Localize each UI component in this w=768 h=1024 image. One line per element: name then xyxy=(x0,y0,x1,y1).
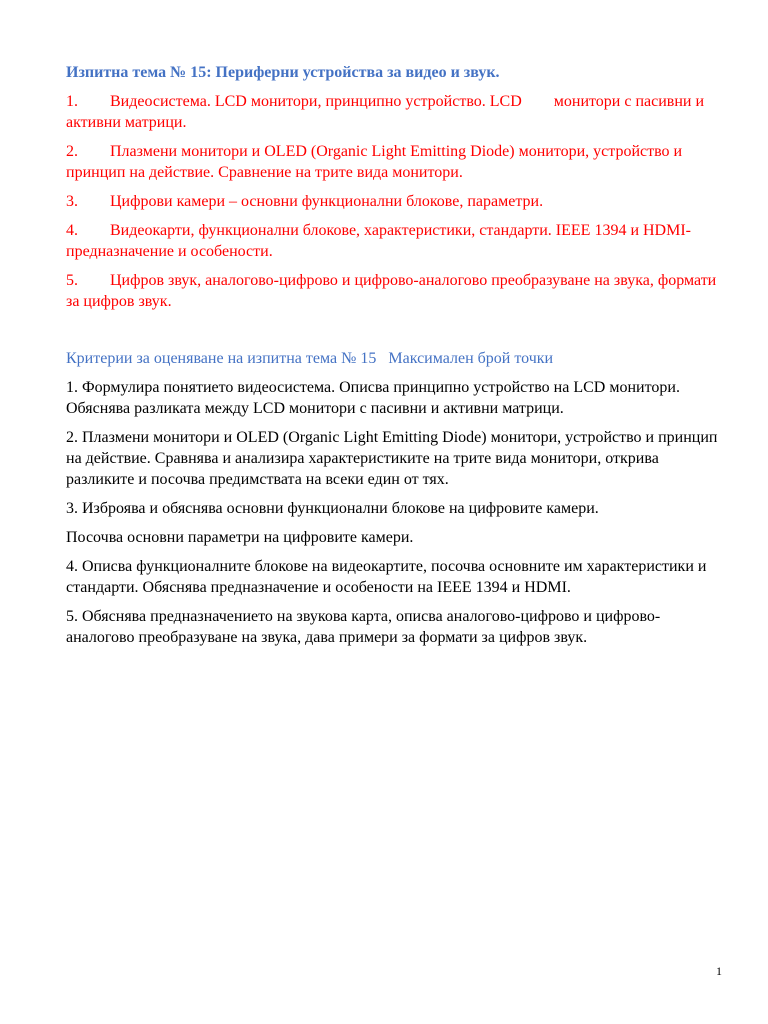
topic-item-2 xyxy=(66,141,726,183)
criterion-item-2: 2. Плазмени монитори и OLED (Organic Light Emitting Diode) монитори, устройство и принцип на действие. Сравнява и анализира характеристиките на трите вида монитори, открива разликите и посочва предимствата на всеки един от тях. xyxy=(66,429,718,488)
topic-number: 3. xyxy=(66,193,78,210)
topic-number: 2. xyxy=(66,143,78,160)
topic-number: 5. xyxy=(66,272,78,289)
criterion-item-5: 5. Обяснява предназначението на звукова карта, описва аналогово-цифрово и цифрово-аналогово преобразуване на звука, дава примери за формати за цифров звук. xyxy=(66,608,661,646)
page-number: 1 xyxy=(716,964,722,978)
exam-topic-title: Изпитна тема № 15: Периферни устройства за видео и звук. xyxy=(66,64,500,81)
criteria-heading xyxy=(66,348,726,369)
topic-item-3 xyxy=(66,191,726,212)
topic-item-4 xyxy=(66,220,726,262)
topic-text: Видеокарти, функционални блокове, характеристики, стандарти. IEEE 1394 и HDMI- предназначение и особености. xyxy=(66,222,691,260)
topics-list xyxy=(66,91,726,312)
criterion-item-4: 4. Описва функционалните блокове на видеокартите, посочва основните им характеристики и стандарти. Обяснява предназначение и особености на IEEE 1394 и HDMI. xyxy=(66,558,707,596)
max-points-label: Максимален брой точки xyxy=(388,350,554,367)
criterion-item-1: 1. Формулира понятието видеосистема. Описва принципно устройство на LCD монитори. Обяснява разликата между LCD монитори с пасивни и активни матрици. xyxy=(66,379,680,417)
topic-text: Плазмени монитори и OLED (Organic Light Emitting Diode) монитори, устройство и принцип на действие. Сравнение на трите вида монитори. xyxy=(66,143,683,181)
criterion-item-3-parameters: Посочва основни параметри на цифровите камери. xyxy=(66,529,414,546)
criteria-heading-text: Критерии за оценяване на изпитна тема № 15 xyxy=(66,350,377,367)
topic-text: Цифров звук, аналогово-цифрово и цифрово-аналогово преобразуване на звука, формати за цифров звук. xyxy=(66,272,717,310)
topic-item-5 xyxy=(66,270,726,312)
topic-text: Видеосистема. LCD монитори, принципно устройство. LCD монитори с пасивни и активни матрици. xyxy=(66,93,705,131)
criterion-item-3: 3. Изброява и обяснява основни функционални блокове на цифровите камери. xyxy=(66,500,599,517)
topic-number: 1. xyxy=(66,93,78,110)
topic-number: 4. xyxy=(66,222,78,239)
document-content xyxy=(66,62,726,656)
topic-item-1 xyxy=(66,91,726,133)
topic-text: Цифрови камери – основни функционални блокове, параметри. xyxy=(110,193,544,210)
